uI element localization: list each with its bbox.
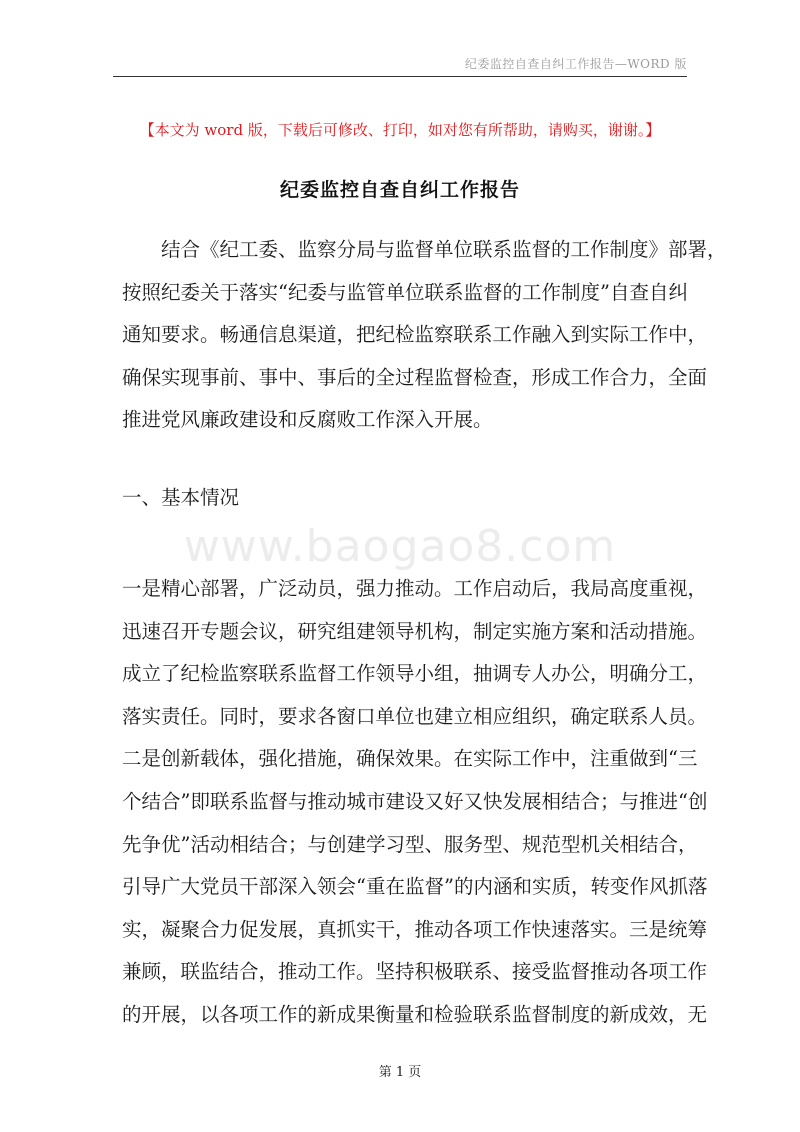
paragraph-line: 按照纪委关于落实“纪委与监管单位联系监督的工作制度”自查自纠 (122, 280, 688, 304)
paragraph-line: 先争优”活动相结合；与创建学习型、服务型、规范型机关相结合， (122, 832, 698, 856)
document-title: 纪委监控自查自纠工作报告 (279, 179, 520, 201)
page-number: 第 1 页 (378, 1065, 422, 1080)
paragraph-line: 个结合”即联系监督与推动城市建设又好又快发展相结合；与推进“创 (122, 789, 708, 813)
paragraph-line: 的开展，以各项工作的新成果衡量和检验联系监督制度的新成效，无 (122, 1002, 708, 1026)
section-heading: 一、基本情况 (122, 486, 240, 509)
paragraph-line: 兼顾，联监结合，推动工作。坚持积极联系、接受监督推动各项工作 (122, 960, 708, 984)
paragraph-line: 迅速召开专题会议，研究组建领导机构，制定实施方案和活动措施。 (122, 619, 708, 643)
body-paragraph (122, 568, 708, 1037)
paragraph-line: 结合《纪工委、监察分局与监督单位联系监督的工作制度》部署， (161, 238, 727, 261)
paragraph-line: 推进党风廉政建设和反腐败工作深入开展。 (122, 408, 493, 432)
paragraph-line: 成立了纪检监察联系监督工作领导小组，抽调专人办公，明确分工， (122, 662, 708, 686)
paragraph-line: 引导广大党员干部深入领会“重在监督”的内涵和实质，转变作风抓落 (122, 875, 708, 899)
paragraph-line: 确保实现事前、事中、事后的全过程监督检查，形成工作合力，全面 (122, 365, 708, 389)
running-header-title: 纪委监控自查自纠工作报告—WORD 版 (464, 57, 687, 71)
paragraph-line: 通知要求。畅通信息渠道，把纪检监察联系工作融入到实际工作中， (122, 323, 708, 347)
paragraph-line: 一是精心部署，广泛动员，强力推动。工作启动后，我局高度重视， (122, 577, 708, 600)
paragraph-line: 二是创新载体，强化措施，确保效果。在实际工作中，注重做到“三 (122, 747, 698, 771)
paragraph-line: 落实责任。同时，要求各窗口单位也建立相应组织，确定联系人员。 (122, 704, 708, 728)
header-divider (113, 76, 687, 77)
intro-paragraph (122, 229, 727, 442)
paragraph-line: 实，凝聚合力促发展，真抓实干，推动各项工作快速落实。三是统筹 (122, 917, 708, 941)
watermark: www.baogao8.com (183, 521, 617, 572)
purchase-notice: 【本文为 word 版，下载后可修改、打印，如对您有所帮助，请购买，谢谢。】 (139, 121, 661, 139)
